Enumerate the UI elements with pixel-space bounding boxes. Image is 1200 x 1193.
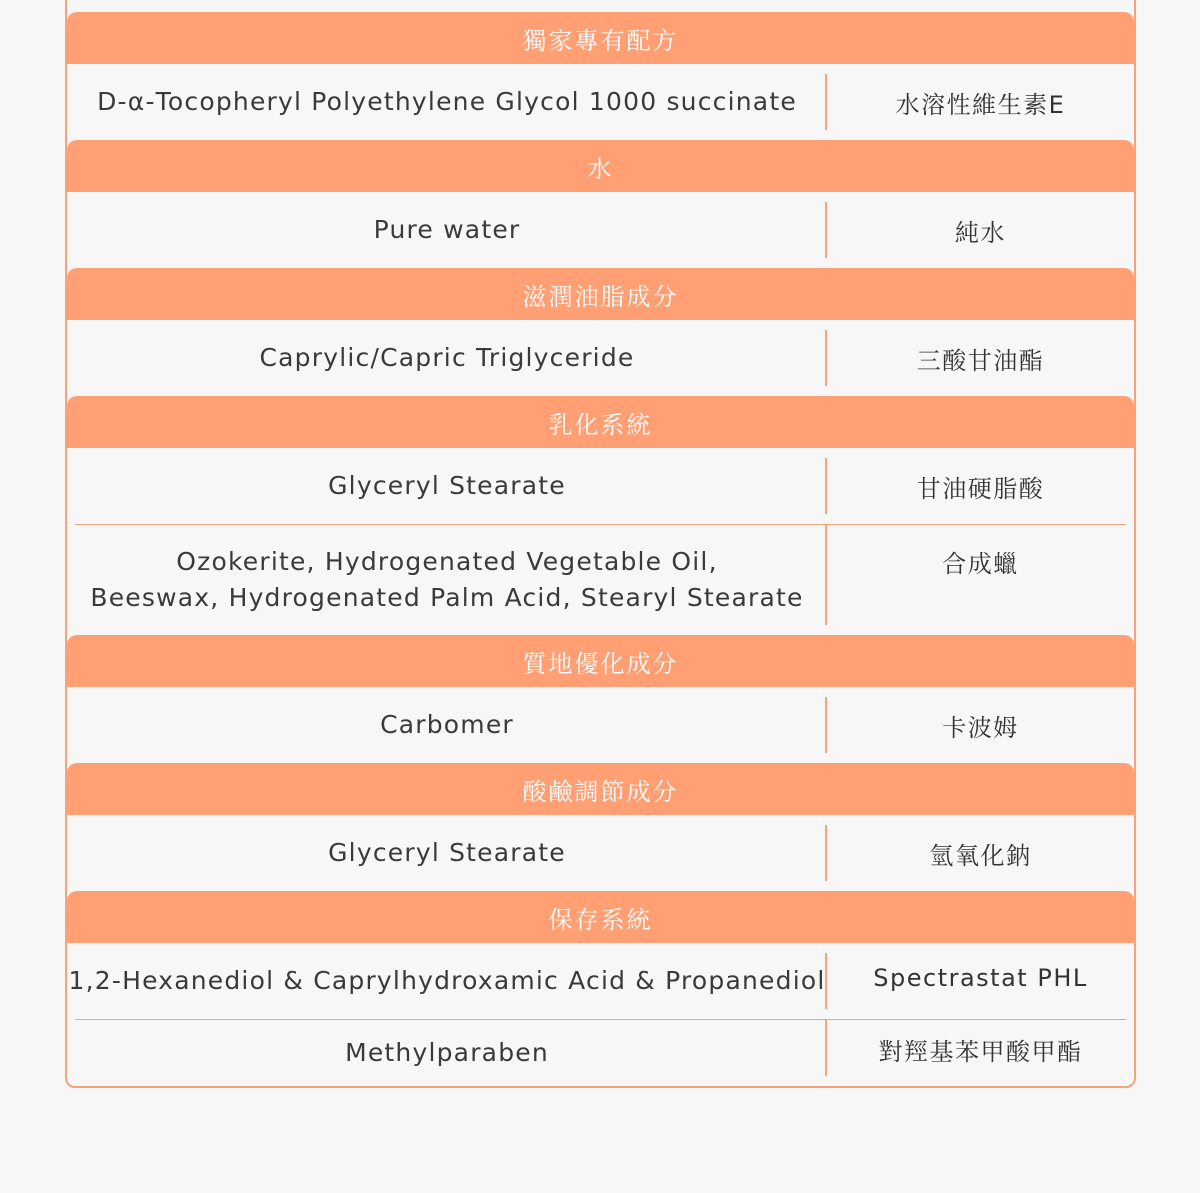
ingredient-name-zh: 水溶性維生素E [895, 90, 1066, 119]
section-title: 乳化系統 [548, 410, 653, 439]
ingredients-table [65, 0, 1136, 1088]
ingredient-name-en: Caprylic/Capric Triglyceride [67, 320, 827, 396]
ingredient-name-line: Ozokerite, Hydrogenated Vegetable Oil, [176, 546, 718, 576]
section-title: 質地優化成分 [522, 649, 679, 678]
ingredient-row [67, 64, 1134, 140]
ingredient-name-zh: Spectrastat PHL [873, 964, 1088, 992]
section-header-emulsifier-system [67, 396, 1134, 448]
ingredient-name-zh: 卡波姆 [942, 713, 1019, 742]
ingredient-row [67, 320, 1134, 396]
ingredient-name-en [67, 524, 827, 635]
section-header-ph-adjusters [67, 763, 1134, 815]
ingredient-name-line: Beeswax, Hydrogenated Palm Acid, Stearyl Stearate [90, 582, 804, 612]
ingredient-row [67, 192, 1134, 268]
ingredient-row [67, 1019, 1134, 1086]
ingredient-name-en: Glyceryl Stearate [67, 815, 827, 891]
ingredient-name-zh: 合成蠟 [942, 550, 1019, 578]
section-title: 保存系統 [548, 905, 653, 934]
ingredient-name-zh: 三酸甘油酯 [916, 346, 1045, 375]
ingredient-name-zh: 氫氧化鈉 [929, 841, 1032, 870]
ingredient-name-zh: 對羥基苯甲酸甲酯 [878, 1038, 1083, 1066]
ingredient-row [67, 815, 1134, 891]
section-header-proprietary-formula [67, 12, 1134, 64]
ingredient-name-en: Methylparaben [67, 1019, 827, 1086]
ingredient-name-en: Glyceryl Stearate [67, 448, 827, 524]
ingredient-name-en: D-α-Tocopheryl Polyethylene Glycol 1000 succinate [67, 64, 827, 140]
ingredient-name-zh: 純水 [955, 218, 1006, 247]
ingredient-name-zh: 甘油硬脂酸 [916, 474, 1045, 503]
ingredient-row [67, 448, 1134, 524]
section-header-moisturizing-oils [67, 268, 1134, 320]
ingredient-row [67, 687, 1134, 763]
section-title: 酸鹼調節成分 [522, 777, 679, 806]
ingredient-name-en: Pure water [67, 192, 827, 268]
ingredient-name-en: 1,2-Hexanediol & Caprylhydroxamic Acid & Propanediol [67, 943, 827, 1019]
section-title: 獨家專有配方 [522, 26, 679, 55]
ingredient-row [67, 943, 1134, 1019]
ingredient-name-en: Carbomer [67, 687, 827, 763]
ingredient-row [67, 524, 1134, 635]
section-title: 水 [587, 154, 614, 183]
section-header-preservative-system [67, 891, 1134, 943]
section-title: 滋潤油脂成分 [522, 282, 679, 311]
section-header-water [67, 140, 1134, 192]
section-header-texture-enhancers [67, 635, 1134, 687]
